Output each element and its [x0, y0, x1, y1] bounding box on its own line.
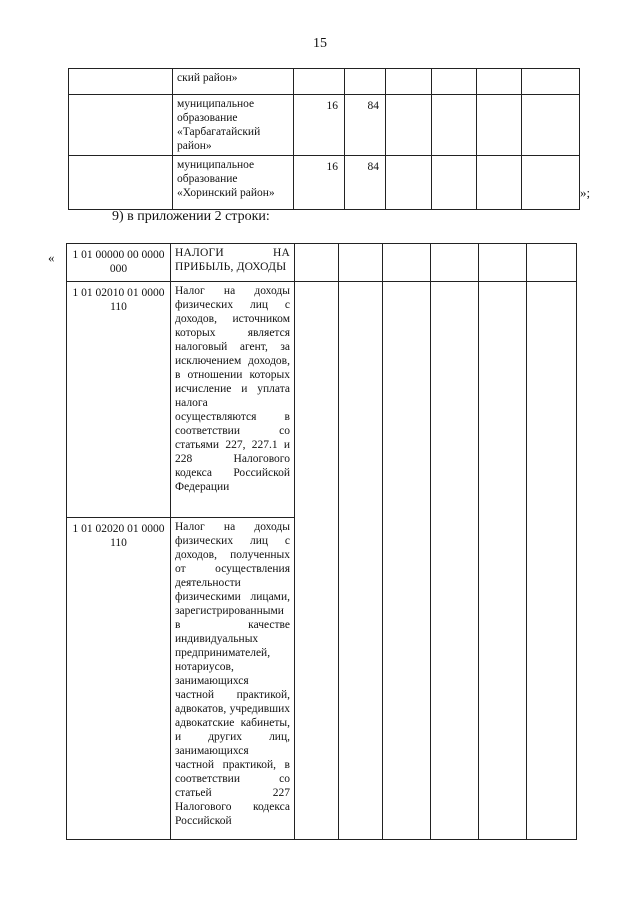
empty-cell	[386, 69, 432, 95]
empty-cell	[431, 282, 479, 840]
empty-cell	[479, 282, 527, 840]
section-paragraph: 9) в приложении 2 строки:	[112, 209, 270, 224]
municipality-name: ский район»	[173, 69, 294, 95]
municipality-name: муниципальное образование «Хоринский район»	[173, 156, 294, 210]
empty-cell	[386, 156, 432, 210]
empty-cell	[477, 95, 522, 156]
opening-quote: «	[48, 250, 55, 265]
empty-cell	[383, 282, 431, 840]
budget-code: 1 01 02010 01 0000 110	[67, 282, 171, 518]
empty-cell	[432, 69, 477, 95]
empty-cell	[477, 69, 522, 95]
empty-cell	[295, 244, 339, 282]
income-name: НАЛОГИ НА ПРИБЫЛЬ, ДОХОДЫ	[171, 244, 295, 282]
empty-cell	[339, 244, 383, 282]
closing-quote: »;	[580, 185, 591, 200]
income-name: Налог на доходы физических лиц с доходов, полученных от осуществления деятельности физическими лицами, зарегистрированными в качестве индивидуальных предпринимателей, нотариусов, занимающихся частной практикой, адвокатов, учредивших адвокатские кабинеты, и других лиц, занимающихся частной практикой, в соответствии со статьей 227 Налогового кодекса Российской	[171, 518, 295, 840]
municipality-name: муниципальное образование «Тарбагатайский район»	[173, 95, 294, 156]
table-row	[67, 244, 577, 282]
empty-cell	[386, 95, 432, 156]
budget-code: 1 01 02020 01 0000 110	[67, 518, 171, 840]
empty-cell	[69, 69, 173, 95]
empty-cell	[477, 156, 522, 210]
empty-cell	[527, 282, 577, 840]
empty-cell	[432, 95, 477, 156]
empty-cell	[295, 282, 339, 840]
empty-cell	[527, 244, 577, 282]
value-cell	[345, 69, 386, 95]
empty-cell	[522, 156, 580, 210]
income-classification-table	[66, 243, 577, 840]
table-row	[69, 95, 580, 156]
value-cell: 84	[345, 95, 386, 156]
empty-cell	[69, 156, 173, 210]
empty-cell	[339, 282, 383, 840]
table-row	[69, 156, 580, 210]
value-cell: 16	[294, 95, 345, 156]
empty-cell	[432, 156, 477, 210]
income-name: Налог на доходы физических лиц с доходов, источником которых является налоговый агент, за исключением доходов, в отношении которых исчисление и уплата налога осуществляются в соответствии со статьями 227, 227.1 и 228 Налогового кодекса Российской Федерации	[171, 282, 295, 518]
empty-cell	[383, 244, 431, 282]
empty-cell	[522, 69, 580, 95]
empty-cell	[69, 95, 173, 156]
empty-cell	[522, 95, 580, 156]
empty-cell	[431, 244, 479, 282]
empty-cell	[479, 244, 527, 282]
table-row	[69, 69, 580, 95]
value-cell: 16	[294, 156, 345, 210]
municipal-distribution-table	[68, 68, 580, 210]
value-cell: 84	[345, 156, 386, 210]
table-row	[67, 282, 577, 518]
page-number: 15	[313, 36, 327, 51]
value-cell	[294, 69, 345, 95]
budget-code: 1 01 00000 00 0000 000	[67, 244, 171, 282]
